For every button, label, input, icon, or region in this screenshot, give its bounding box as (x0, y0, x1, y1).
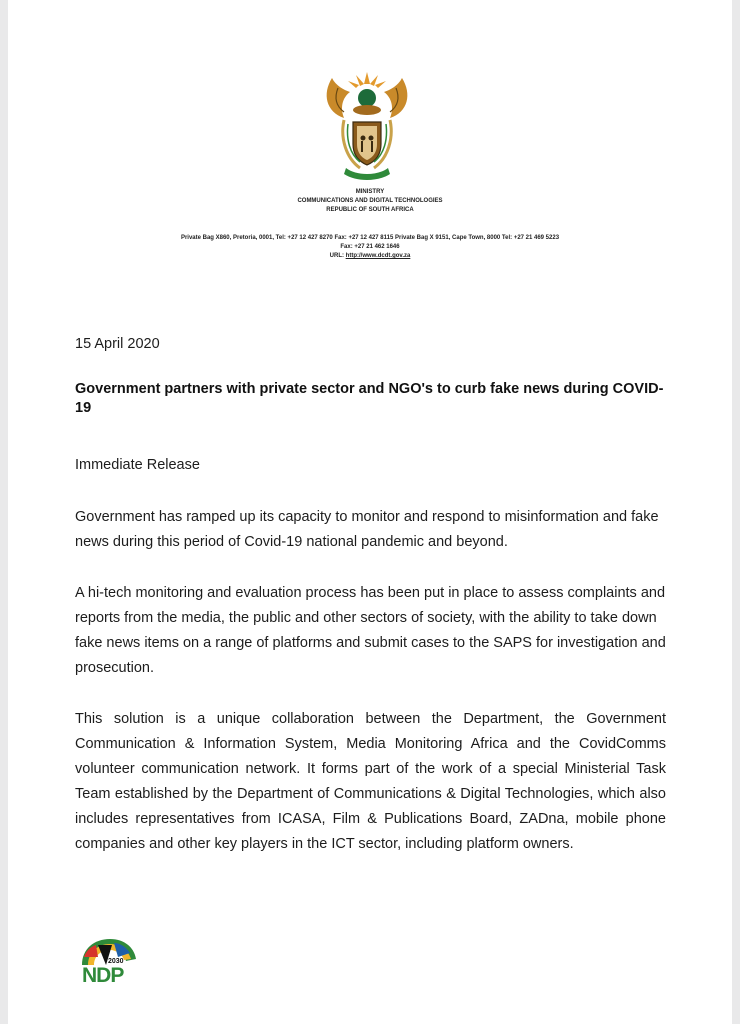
contact-address: Private Bag X860, Pretoria, 0001, Tel: +27 12 427 8270 Fax: +27 12 427 8115 Private Bag X 9151, Cape Town, 8000 Tel: +27 21 469 5223 (180, 235, 560, 241)
ndp-year: 2030 (108, 958, 124, 965)
url-label: URL: (329, 253, 346, 259)
document-title-line2: 19 (75, 400, 92, 416)
paragraph-3: This solution is a unique collaboration between the Department, the Government Communication & Information System, Media Monitoring Africa and the CovidComms volunteer communication network. It forms part of the work of a special Ministerial Task Team established by the Department of Communications & Digital Technologies, which also includes representatives from ICASA, Film & Publications Board, ZADna, mobile phone companies and other key players in the ICT sector, including platform owners. (75, 711, 666, 852)
ndp-label: NDP (82, 964, 124, 987)
document-title (75, 380, 675, 418)
document-date: 15 April 2020 (75, 336, 160, 352)
coat-of-arms-icon (320, 64, 414, 184)
paragraph-1: Government has ramped up its capacity to monitor and respond to misinformation and fake news during this period of Covid-19 national pandemic and beyond. (75, 509, 659, 550)
website-link[interactable]: http://www.dcdt.gov.za (345, 253, 411, 259)
document-title-line1: Government partners with private sector and NGO's to curb fake news during COVID- (75, 381, 664, 397)
paragraph-2: A hi-tech monitoring and evaluation process has been put in place to assess complaints and reports from the media, the public and other sectors of society, with the ability to take down fake news items on a range of platforms and submit cases to the SAPS for investigation and prosecution. (75, 585, 666, 676)
ministry-department: COMMUNICATIONS AND DIGITAL TECHNOLOGIES (297, 198, 443, 204)
contact-fax: Fax: +27 21 462 1646 (340, 244, 400, 250)
ministry-country: REPUBLIC OF SOUTH AFRICA (326, 207, 414, 213)
ministry-title: MINISTRY (355, 189, 385, 195)
contact-url-line (0, 252, 740, 260)
release-label: Immediate Release (75, 457, 200, 473)
